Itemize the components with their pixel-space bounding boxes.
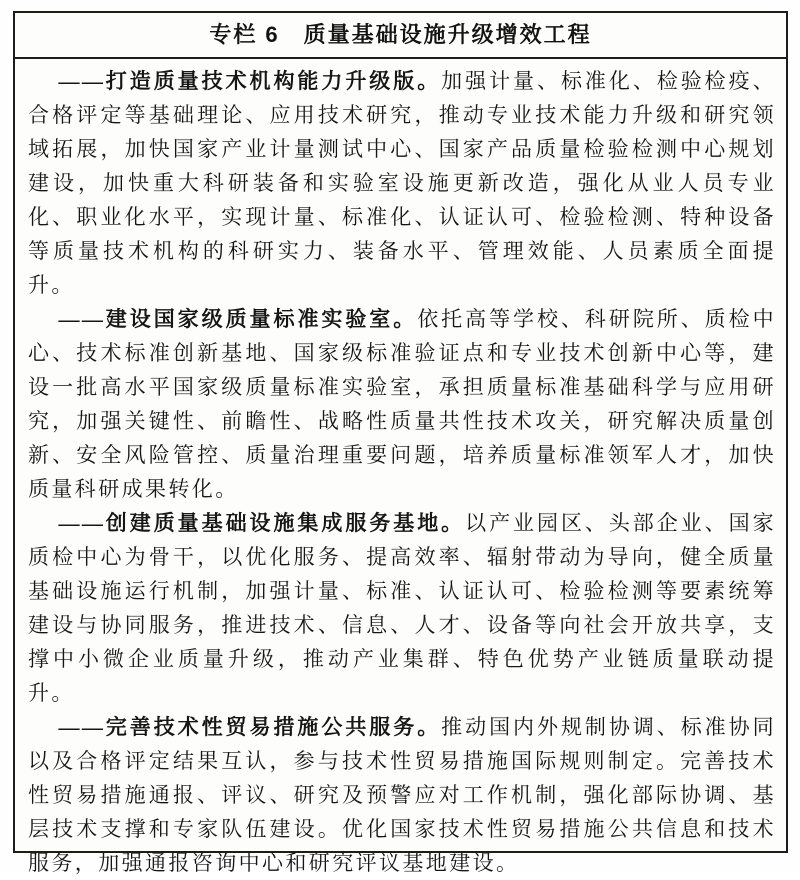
- paragraph-3-text: 以产业园区、头部企业、国家质检中心为骨干，以优化服务、提高效率、辐射带动为导向，健全质量基础设施运行机制，加强计量、标准、认证认可、检验检测等要素统筹建设与协同服务，推进技术、信息、人才、设备等向社会开放共享，支撑中小微企业质量升级，推动产业集群、特色优势产业链质量联动提升。: [28, 511, 776, 705]
- panel-body: [15, 59, 786, 880]
- paragraph-4-lead: ——完善技术性贸易措施公共服务。: [58, 715, 442, 739]
- paragraph-3-lead: ——创建质量基础设施集成服务基地。: [58, 511, 466, 535]
- panel-title: 专栏 6 质量基础设施升级增效工程: [15, 13, 786, 59]
- panel-paragraph-3: [28, 506, 776, 710]
- panel-paragraph-1: [28, 64, 776, 302]
- paragraph-4-text: 推动国内外规制协调、标准协同以及合格评定结果互认，参与技术性贸易措施国际规则制定。完善技术性贸易措施通报、评议、研究及预警应对工作机制，强化部际协调、基层技术支撑和专家队伍建设。优化国家技术性贸易措施公共信息和技术服务，加强通报咨询中心和研究评议基地建设。: [28, 715, 776, 875]
- paragraph-2-lead: ——建设国家级质量标准实验室。: [58, 307, 418, 331]
- column-panel: [13, 11, 788, 875]
- paragraph-2-text: 依托高等学校、科研院所、质检中心、技术标准创新基地、国家级标准验证点和专业技术创新中心等，建设一批高水平国家级质量标准实验室，承担质量标准基础科学与应用研究，加强关键性、前瞻性、战略性质量共性技术攻关，研究解决质量创新、安全风险管控、质量治理重要问题，培养质量标准领军人才，加快质量科研成果转化。: [28, 307, 776, 501]
- panel-paragraph-2: [28, 302, 776, 506]
- panel-paragraph-4: [28, 710, 776, 880]
- paragraph-1-lead: ——打造质量技术机构能力升级版。: [58, 69, 442, 93]
- paragraph-1-text: 加强计量、标准化、检验检疫、合格评定等基础理论、应用技术研究，推动专业技术能力升级和研究领域拓展，加快国家产业计量测试中心、国家产品质量检验检测中心规划建设，加快重大科研装备和实验室设施更新改造，强化从业人员专业化、职业化水平，实现计量、标准化、认证认可、检验检测、特种设备等质量技术机构的科研实力、装备水平、管理效能、人员素质全面提升。: [28, 69, 776, 297]
